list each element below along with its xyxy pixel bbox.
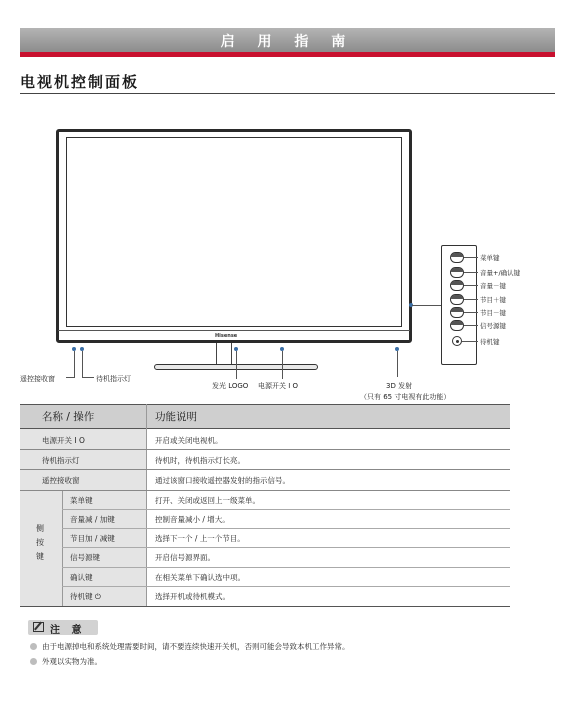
table-row-desc: 打开、关闭或返回上一级菜单。 <box>155 496 260 505</box>
emitter-3d-label: 3D 发射 <box>386 382 413 390</box>
callout-line <box>412 305 441 306</box>
note-item: 由于电源掉电和系统处理需要时间，请不要连续快速开关机，否则可能会导致本机工作异常。 <box>42 642 350 651</box>
volume-down-key <box>450 280 464 291</box>
menu-key-label: 菜单键 <box>480 254 500 262</box>
table-row-name: 菜单键 <box>70 496 93 505</box>
tv-bottom-edge <box>58 330 410 331</box>
note-item: 外观以实物为准。 <box>42 657 102 666</box>
callout-line <box>464 257 478 258</box>
title-divider <box>20 93 555 94</box>
callout-line <box>397 351 398 377</box>
side-key-panel <box>441 245 477 365</box>
tv-screen <box>66 137 402 327</box>
row-divider <box>62 547 510 548</box>
table-row-desc: 选择开机或待机模式。 <box>155 592 230 601</box>
callout-line <box>464 285 478 286</box>
standby-key-label: 待机键 <box>480 338 500 346</box>
column-divider <box>146 404 147 606</box>
source-key-label: 信号源键 <box>480 322 506 330</box>
table-bottom-rule <box>20 606 510 607</box>
table-row-desc: 开启信号源界面。 <box>155 553 215 562</box>
table-row-name: 电源开关 I O <box>42 436 85 445</box>
page-title: 电视机控制面板 <box>20 73 140 91</box>
callout-line <box>236 351 237 379</box>
header-title: 启 用 指 南 <box>220 34 355 50</box>
callout-line <box>464 272 478 273</box>
logo-light-label: 发光 LOGO <box>212 382 249 390</box>
table-row-name: 遥控接收窗 <box>42 476 80 485</box>
table-row-desc: 开启或关闭电视机。 <box>155 436 223 445</box>
row-divider <box>20 469 510 470</box>
source-key <box>450 320 464 331</box>
standby-light-label: 待机指示灯 <box>96 375 131 383</box>
row-divider <box>62 567 510 568</box>
emitter-3d-note: （只有 65 寸电视有此功能） <box>360 393 451 401</box>
volume-up-confirm-key-label: 音量+/确认键 <box>480 269 521 277</box>
power-switch-label: 电源开关 I O <box>258 382 299 390</box>
standby-key-icon <box>452 336 462 346</box>
table-row-name: 信号源键 <box>70 553 100 562</box>
channel-down-key-label: 节目－键 <box>480 309 506 317</box>
callout-line <box>74 351 75 377</box>
table-header-desc: 功能说明 <box>155 411 197 423</box>
callout-line <box>464 299 478 300</box>
channel-down-key <box>450 307 464 318</box>
channel-up-key <box>450 294 464 305</box>
table-row-desc: 控制音量减小 / 增大。 <box>155 515 230 524</box>
name-column-shade <box>62 490 146 606</box>
bullet-icon <box>30 658 37 665</box>
table-row-desc: 选择下一个 / 上一个节目。 <box>155 534 245 543</box>
tv-stand-neck <box>216 343 232 365</box>
table-row-name: 待机指示灯 <box>42 456 80 465</box>
remote-receiver-label: 遥控接收窗 <box>20 375 55 383</box>
tv-logo: Hisense <box>215 333 238 339</box>
header-band <box>20 28 555 52</box>
table-row-name: 节目加 / 减键 <box>70 534 115 543</box>
callout-line <box>82 377 94 378</box>
callout-line <box>82 351 83 377</box>
row-divider <box>62 586 510 587</box>
row-divider <box>62 509 510 510</box>
table-row-name: 待机键 ⏻ <box>70 592 101 601</box>
callout-line <box>464 325 478 326</box>
table-row-desc: 待机时，待机指示灯长亮。 <box>155 456 245 465</box>
callout-line <box>464 312 478 313</box>
table-header-name: 名称 / 操作 <box>42 411 95 423</box>
header-accent-bar <box>20 52 555 57</box>
pencil-note-icon <box>33 622 44 632</box>
volume-up-confirm-key <box>450 267 464 278</box>
volume-down-key-label: 音量－键 <box>480 282 506 290</box>
row-divider <box>20 449 510 450</box>
side-key-group-label: 侧按键 <box>36 524 44 561</box>
menu-key <box>450 252 464 263</box>
column-divider <box>62 490 63 606</box>
callout-line <box>66 377 75 378</box>
channel-up-key-label: 节目＋键 <box>480 296 506 304</box>
table-row-name: 音量减 / 加键 <box>70 515 115 524</box>
note-title: 注 意 <box>50 625 86 636</box>
table-row-desc: 在相关菜单下确认选中项。 <box>155 573 245 582</box>
row-divider <box>20 490 510 491</box>
callout-line <box>462 341 478 342</box>
table-row-desc: 通过该窗口接收遥控器发射的指示信号。 <box>155 476 290 485</box>
table-row-name: 确认键 <box>70 573 93 582</box>
bullet-icon <box>30 643 37 650</box>
callout-line <box>282 351 283 379</box>
row-divider <box>62 528 510 529</box>
